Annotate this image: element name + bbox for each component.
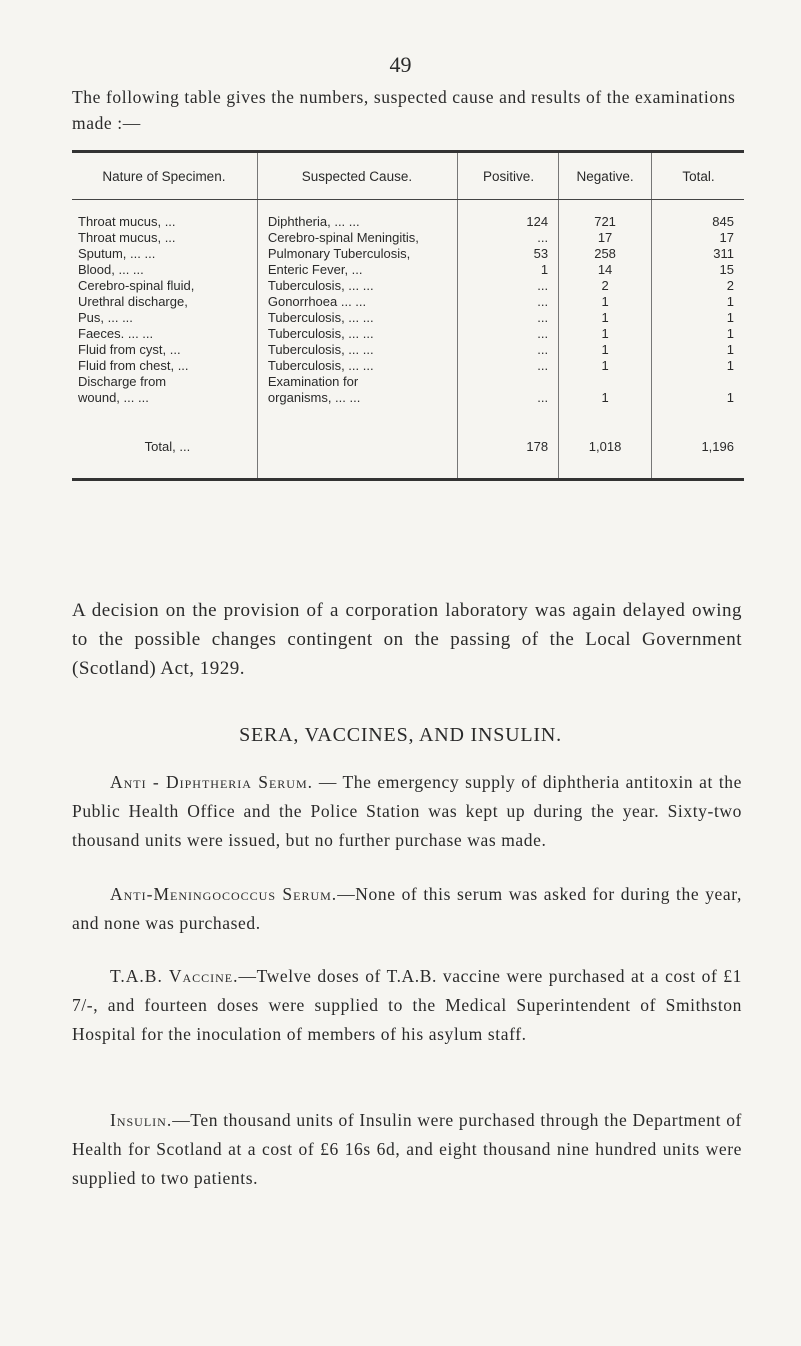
paragraph-tab-vaccine (72, 962, 742, 1049)
paragraph-text: — The emergency supply of diphtheria antitoxin at the Public Health Office and the Police Station was kept up during the year. Sixty-two thousand units were issued, but no further purchase was made. (72, 772, 743, 850)
header-total: Total. (652, 153, 744, 199)
table-row: Throat mucus, ... Cerebro-spinal Meningitis, ... 17 17 (72, 230, 744, 246)
table-row: Throat mucus, ... Diphtheria, ... ... 124 721 845 (72, 214, 744, 230)
paragraph-text: —None of this serum was asked for during the year, and none was purchased. (72, 884, 742, 933)
table-row: Discharge from Examination for (72, 374, 744, 390)
table-row: Urethral discharge, Gonorrhoea ... ... ... 1 1 (72, 294, 744, 310)
header-positive: Positive. (458, 153, 559, 199)
results-table (72, 150, 744, 481)
header-specimen: Nature of Specimen. (102, 168, 226, 184)
section-heading: SERA, VACCINES, AND INSULIN. (239, 724, 562, 746)
table-row: Sputum, ... ... Pulmonary Tuberculosis, 53 258 311 (72, 246, 744, 262)
table-row: Fluid from cyst, ... Tuberculosis, ... ... ... 1 1 (72, 342, 744, 358)
table-row: Faeces. ... ... Tuberculosis, ... ... ... 1 1 (72, 326, 744, 342)
table-row: Pus, ... ... Tuberculosis, ... ... ... 1 1 (72, 310, 744, 326)
page-number: 49 (389, 52, 412, 77)
paragraph-lead: Insulin. (110, 1110, 173, 1130)
paragraph-text: —Twelve doses of T.A.B. vaccine were purchased at a cost of £1 7/-, and fourteen doses were supplied to the Medical Superintendent of Smithston Hospital for the inoculation of members of his asylum staff. (72, 966, 742, 1044)
paragraph-insulin (72, 1106, 742, 1193)
table-row: wound, ... ... organisms, ... ... ... 1 1 (72, 390, 744, 406)
table-row: Fluid from chest, ... Tuberculosis, ... ... ... 1 1 (72, 358, 744, 374)
table-row: Blood, ... ... Enteric Fever, ... 1 14 15 (72, 262, 744, 278)
paragraph-text: —Ten thousand units of Insulin were purchased through the Department of Health for Scotland at a cost of £6 16s 6d, and eight thousand nine hundred units were supplied to two patients. (72, 1110, 742, 1188)
table-row: Cerebro-spinal fluid, Tuberculosis, ... ... ... 2 2 (72, 278, 744, 294)
intro-text: The following table gives the numbers, suspected cause and results of the examinations made :— (72, 87, 736, 133)
paragraph-lead: Anti - Diphtheria Serum. (110, 772, 313, 792)
paragraph-anti-diphtheria (72, 768, 742, 855)
table-header-row (72, 153, 744, 199)
header-cause: Suspected Cause. (257, 153, 457, 199)
paragraph-lead: Anti-Meningococcus Serum. (110, 884, 338, 904)
paragraph-anti-meningococcus (72, 880, 742, 938)
paragraph-lead: T.A.B. Vaccine. (110, 966, 239, 986)
decision-paragraph: A decision on the provision of a corporation laboratory was again delayed owing to the possible changes contingent on the passing of the Local Government (Scotland) Act, 1929. (72, 600, 742, 679)
table-total-row: Total, ... 178 1,018 1,196 (72, 430, 744, 464)
header-negative: Negative. (559, 153, 652, 199)
table-bottom-rule (72, 478, 744, 481)
